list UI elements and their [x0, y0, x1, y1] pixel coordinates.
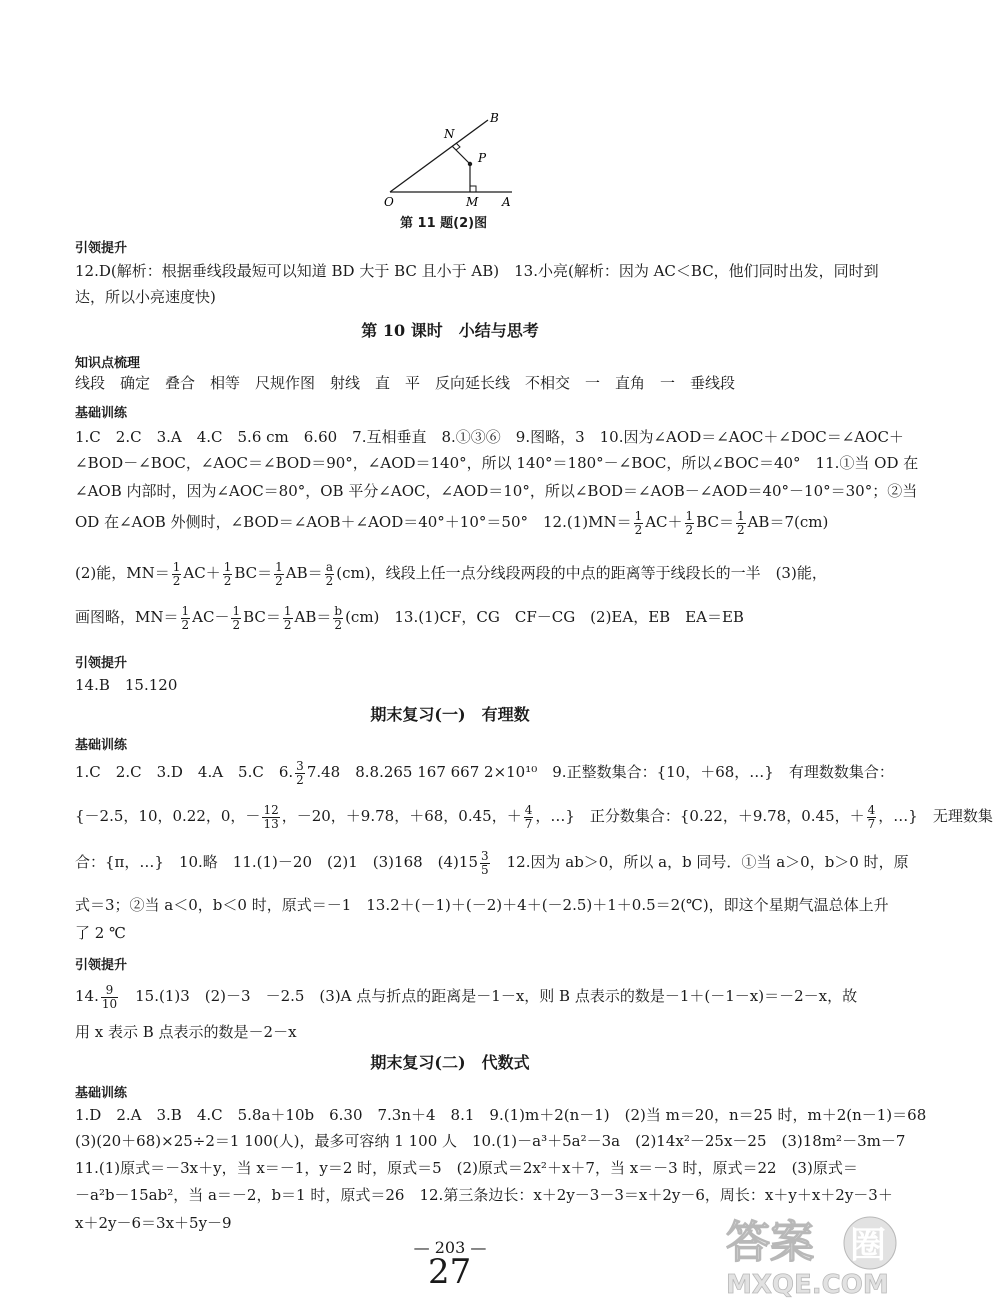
page-number: — 203 —	[413, 1238, 487, 1257]
text: AC－	[192, 608, 230, 627]
fraction: $\frac{3}{2}$	[296, 759, 304, 787]
section-heading: 期末复习(二) 代数式	[370, 1053, 530, 1072]
text: 15.(1)3 (2)－3 －2.5 (3)A 点与折点的距离是－1－x，则 B 点表示的数是－1＋(－1－x)＝－2－x，故	[120, 987, 858, 1006]
text: BC＝	[696, 513, 734, 532]
text: (cm)，线段上任一点分线段两段的中点的距离等于线段长的一半 (3)能，	[336, 564, 827, 583]
text: AB＝	[285, 564, 323, 583]
answer-line: 达，所以小亮速度快)	[75, 288, 216, 306]
subheading: 基础训练	[75, 1086, 128, 1101]
answer-line	[75, 561, 827, 587]
answer-line: (3)(20＋68)×25÷2＝1 100(人)，最多可容纳 1 100 人 10.(1)－a³＋5a²－3a (2)14x²－25x－25 (3)18m²－3m－7	[75, 1132, 906, 1150]
answer-line: 1.C 2.C 3.A 4.C 5.6 cm 6.60 7.互相垂直 8.①③⑥ 9.图略，3 10.因为∠AOD＝∠AOC＋∠DOC＝∠AOC＋	[75, 428, 904, 446]
text: AC＋	[645, 513, 683, 532]
answer-line	[75, 984, 857, 1010]
text: AB＝	[294, 608, 332, 627]
figure-caption: 第 11 题(2)图	[400, 216, 488, 231]
fraction: $\frac{1}{2}$	[232, 604, 241, 632]
text: 1.C 2.C 3.D 4.A 5.C 6.	[75, 763, 294, 782]
text: (2)能，MN＝	[75, 564, 170, 583]
answer-line: 12.D(解析：根据垂线段最短可以知道 BD 大于 BC 且小于 AB) 13.小亮(解析：因为 AC＜BC，他们同时出发，同时到	[75, 262, 879, 280]
watermark-logo	[720, 1205, 900, 1300]
label-P: P	[478, 151, 487, 165]
answer-line: 1.D 2.A 3.B 4.C 5.8a＋10b 6.30 7.3n＋4 8.1 9.(1)m＋2(n－1) (2)当 m＝20，n＝25 时，m＋2(n－1)＝68	[75, 1106, 927, 1124]
answer-line	[75, 760, 894, 786]
text: AB＝7(cm)	[747, 513, 829, 532]
text: 画图略，MN＝	[75, 608, 179, 627]
answer-line: －a²b－15ab²，当 a＝－2，b＝1 时，原式＝26 12.第三条边长：x＋2y－3－3＝x＋2y－6，周长：x＋y＋x＋2y－3＋	[75, 1186, 893, 1204]
text: OD 在∠AOB 外侧时，∠BOD＝∠AOB＋∠AOD＝40°＋10°＝50° 12.(1)MN＝	[75, 513, 632, 532]
answer-line: 线段 确定 叠合 相等 尺规作图 射线 直 平 反向延长线 不相交 一 直角 一 垂线段	[75, 374, 736, 392]
fraction: $\frac{1}{2}$	[223, 560, 232, 588]
fraction: $\frac{1}{2}$	[172, 560, 181, 588]
fraction: $\frac{4}{7}$	[524, 803, 533, 831]
label-N: N	[444, 127, 455, 141]
text: BC＝	[243, 608, 281, 627]
svg-text:答案: 答案	[726, 1217, 814, 1268]
label-A: A	[502, 195, 511, 209]
fraction: $\frac{1}{2}$	[685, 509, 694, 537]
text: ，－20，＋9.78，＋68，0.45，＋	[281, 807, 522, 826]
answer-line: ∠AOB 内部时，因为∠AOC＝80°，OB 平分∠AOC，∠AOD＝10°，所以∠BOD＝∠AOB－∠AOD＝40°－10°＝30°；②当	[75, 482, 918, 500]
section-heading: 期末复习(一) 有理数	[370, 705, 530, 724]
fraction: $\frac{a}{2}$	[325, 560, 334, 588]
answer-line: 用 x 表示 B 点表示的数是－2－x	[75, 1023, 297, 1041]
fraction: $\frac{1}{2}$	[275, 560, 283, 588]
svg-text:MXQE.COM: MXQE.COM	[726, 1270, 889, 1300]
text: ，…} 无理数集	[878, 807, 993, 826]
svg-text:圈: 圈	[850, 1225, 887, 1266]
answer-line	[75, 605, 744, 631]
fraction: $\frac{4}{7}$	[867, 803, 876, 831]
text: {－2.5，10，0.22，0，－	[75, 807, 261, 826]
fraction: $\frac{b}{2}$	[334, 604, 343, 632]
fraction: $\frac{1}{2}$	[634, 509, 643, 537]
text: AC＋	[183, 564, 221, 583]
fraction: $\frac{1}{2}$	[181, 604, 190, 632]
answer-line: x＋2y－6＝3x＋5y－9	[75, 1214, 232, 1232]
subheading: 知识点梳理	[75, 356, 141, 371]
answer-line: 11.(1)原式＝－3x＋y，当 x＝－1，y＝2 时，原式＝5 (2)原式＝2x²＋x＋7，当 x＝－3 时，原式＝22 (3)原式＝	[75, 1159, 858, 1177]
subheading: 基础训练	[75, 738, 128, 753]
section-heading: 第 10 课时 小结与思考	[361, 321, 539, 340]
fraction: $\frac{3}{5}$	[481, 849, 489, 877]
label-M: M	[466, 195, 479, 209]
answer-line	[75, 804, 993, 830]
label-O: O	[384, 195, 394, 209]
text: 合：{π，…} 10.略 11.(1)－20 (2)1 (3)168 (4)15	[75, 853, 478, 872]
subheading: 引领提升	[75, 241, 128, 256]
label-B: B	[490, 111, 499, 125]
subheading: 基础训练	[75, 406, 128, 421]
text: 12.因为 ab＞0，所以 a，b 同号．①当 a＞0，b＞0 时，原	[491, 853, 909, 872]
text: BC＝	[234, 564, 273, 583]
answer-line: ∠BOD－∠BOC，∠AOC＝∠BOD＝90°，∠AOD＝140°，所以 140°＝180°－∠BOC，所以∠BOC＝40° 11.①当 OD 在	[75, 454, 919, 472]
answer-line: 式＝3；②当 a＜0，b＜0 时，原式＝－1 13.2＋(－1)＋(－2)＋4＋(－2.5)＋1＋0.5＝2(℃)，即这个星期气温总体上升	[75, 896, 889, 914]
subheading: 引领提升	[75, 958, 128, 973]
subheading: 引领提升	[75, 656, 128, 671]
fraction: $\frac{9}{10}$	[101, 983, 118, 1011]
fraction: $\frac{1}{2}$	[283, 604, 292, 632]
text: 7.48 8.8.265 167 667 2×10¹⁰ 9.正整数集合：{10，＋68，…} 有理数数集合：	[306, 763, 894, 782]
answer-line: 14.B 15.120	[75, 676, 178, 694]
answer-line	[75, 850, 909, 876]
text: (cm) 13.(1)CF，CG CF－CG (2)EA，EB EA＝EB	[345, 608, 744, 627]
geometry-figure	[380, 108, 530, 208]
text: 14.	[75, 987, 99, 1006]
answer-line	[75, 510, 828, 536]
fraction: $\frac{12}{13}$	[263, 803, 279, 831]
fraction: $\frac{1}{2}$	[736, 509, 745, 537]
handwritten-number: 27	[428, 1252, 472, 1292]
answer-line: 了 2 ℃	[75, 924, 126, 942]
text: ，…} 正分数集合：{0.22，＋9.78，0.45，＋	[535, 807, 865, 826]
